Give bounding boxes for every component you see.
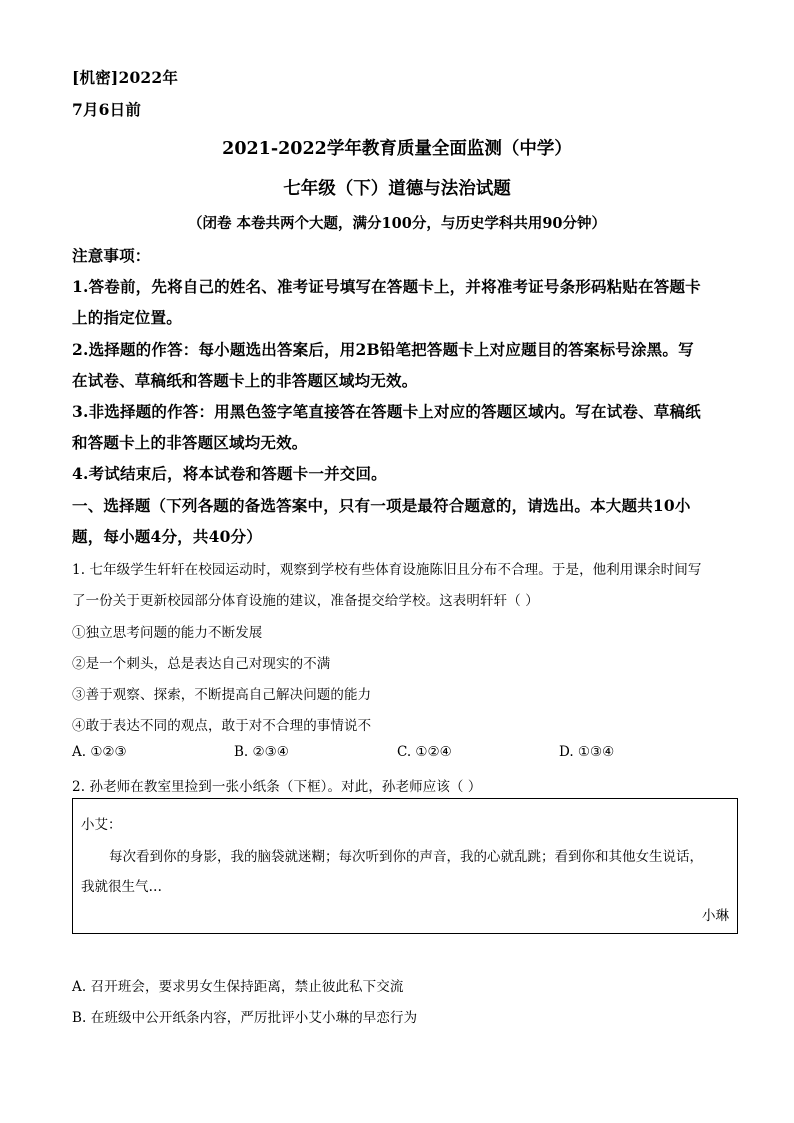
- question-1-statement: ②是一个刺头，总是表达自己对现实的不满: [72, 656, 331, 672]
- note-body: 我就很生气…: [81, 879, 162, 895]
- note-signature: 小琳: [702, 908, 729, 924]
- notice-item: 2.选择题的作答：每小题选出答案后，用2B铅笔把答题卡上对应题目的答案标号涂黑。写: [72, 340, 694, 359]
- question-1-statement: ③善于观察、探索，不断提高自己解决问题的能力: [72, 687, 372, 703]
- notice-item: 1.答卷前，先将自己的姓名、准考证号填写在答题卡上，并将准考证号条形码粘贴在答题卡: [72, 277, 701, 296]
- option-b[interactable]: B. ②③④: [234, 744, 289, 760]
- section-heading: 题，每小题4分，共40分）: [72, 527, 262, 546]
- deadline-date: 7月6日前: [72, 100, 142, 119]
- question-1-statement: ④敢于表达不同的观点，敢于对不合理的事情说不: [72, 718, 372, 734]
- option-d[interactable]: D. ①③④: [559, 744, 615, 760]
- notice-item: 和答题卡上的非答题区域均无效。: [72, 433, 308, 452]
- question-1-stem: 了一份关于更新校园部分体育设施的建议，准备提交给学校。这表明轩轩（ ）: [72, 593, 539, 609]
- section-heading: 一、选择题（下列各题的备选答案中，只有一项是最符合题意的，请选出。本大题共10小: [72, 496, 691, 515]
- confidential-label: [机密]2022年: [72, 68, 179, 87]
- question-1-statement: ①独立思考问题的能力不断发展: [72, 625, 263, 641]
- question-2-option-b[interactable]: B. 在班级中公开纸条内容，严厉批评小艾小琳的早恋行为: [72, 1010, 418, 1026]
- note-body: 每次看到你的身影，我的脑袋就迷糊；每次听到你的声音，我的心就乱跳；看到你和其他女生说话，: [109, 849, 703, 865]
- question-2-option-a[interactable]: A. 召开班会，要求男女生保持距离，禁止彼此私下交流: [72, 979, 404, 995]
- question-2-stem: 2. 孙老师在教室里捡到一张小纸条（下框）。对此，孙老师应该（ ）: [72, 779, 482, 795]
- note-salutation: 小艾：: [81, 817, 122, 833]
- question-1-stem: 1. 七年级学生轩轩在校园运动时，观察到学校有些体育设施陈旧且分布不合理。于是，他利用课余时间写: [72, 562, 702, 578]
- notice-item: 在试卷、草稿纸和答题卡上的非答题区域均无效。: [72, 371, 418, 390]
- notice-item: 上的指定位置。: [72, 308, 182, 327]
- exam-info: （闭卷 本卷共两个大题，满分100分，与历史学科共用90分钟）: [188, 215, 606, 232]
- notice-item: 4.考试结束后，将本试卷和答题卡一并交回。: [72, 464, 387, 483]
- option-a[interactable]: A. ①②③: [72, 744, 127, 760]
- notice-heading: 注意事项：: [72, 246, 151, 265]
- option-c[interactable]: C. ①②④: [397, 744, 452, 760]
- notice-item: 3.非选择题的作答：用黑色签字笔直接答在答题卡上对应的答题区域内。写在试卷、草稿纸: [72, 402, 701, 421]
- exam-title: 2021-2022学年教育质量全面监测（中学）: [222, 139, 572, 159]
- note-box: [72, 798, 738, 934]
- exam-subtitle: 七年级（下）道德与法治试题: [283, 179, 511, 199]
